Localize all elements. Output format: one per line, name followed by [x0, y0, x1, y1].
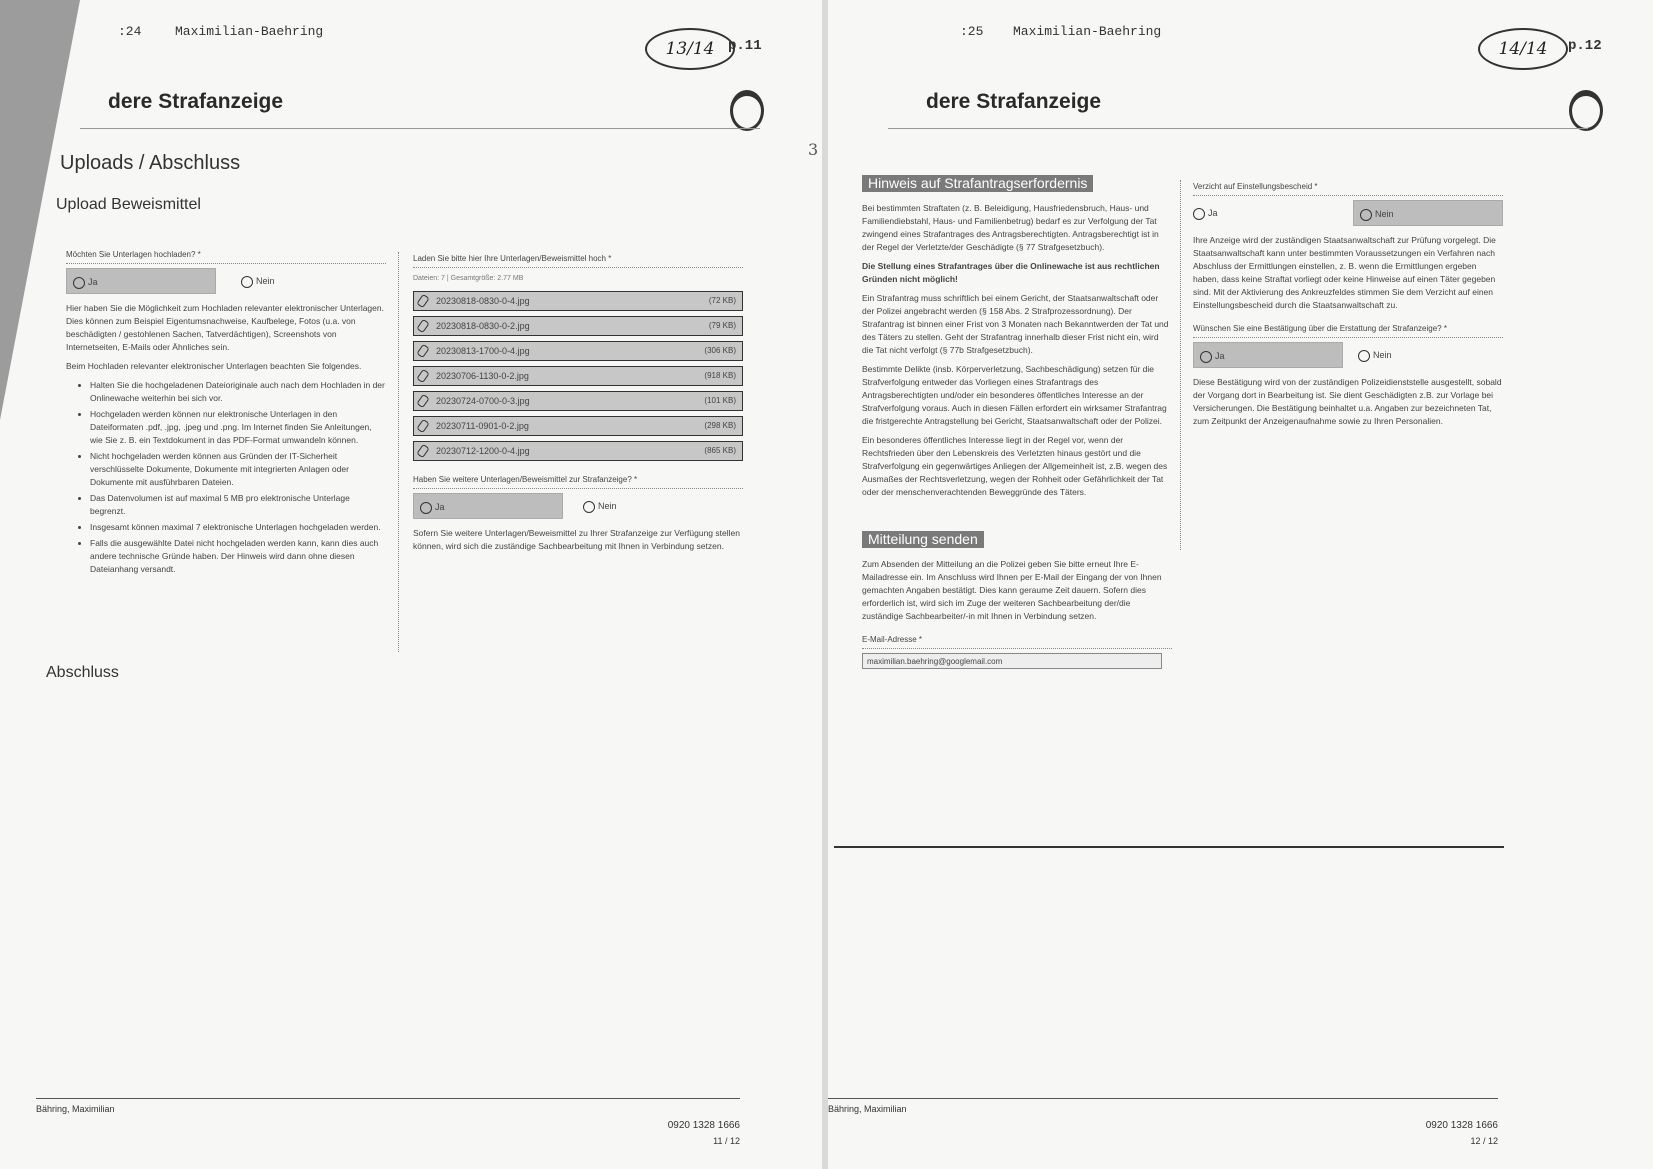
- section-title: Uploads / Abschluss: [60, 152, 241, 174]
- page-12: [828, 0, 1653, 1169]
- upload-yes-option[interactable]: [66, 268, 216, 294]
- police-logo-icon: [1569, 90, 1603, 131]
- confirm-question: Wünschen Sie eine Bestätigung über die Erstattung der Strafanzeige? *: [1193, 322, 1503, 338]
- paperclip-icon: [416, 419, 429, 433]
- intro-text: Hier haben Sie die Möglichkeit zum Hochladen relevanter elektronischer Unterlagen. Dies können zum Beispiel Eigentumsnachweise, Kaufbelege, Fotos (u.a. von beschädigten / gestohlenen Sachen, Tatverdächtigen), Screenshots von Internetseiten, E-Mails oder Ähnliches sein.: [66, 303, 384, 352]
- handwritten-page-count: 13/14: [645, 28, 735, 70]
- hint-paragraph: Ein Strafantrag muss schriftlich bei einem Gericht, der Staatsanwaltschaft oder der Polizei angebracht werden (§ 158 Abs. 2 Strafprozessordnung). Der Strafantrag ist binnen einer Frist von 3 Monaten nach Bekanntwerden der Tat und des Täters zu stellen. Geht der Strafantrag innerhalb dieser Frist nicht ein, wird die Tat nicht verfolgt (§ 77b Strafgesetzbuch).: [862, 293, 1169, 355]
- hint-paragraph: Ein besonderes öffentliches Interesse liegt in der Regel vor, wenn der Rechtsfrieden über den Lebenskreis des Verletzten hinaus gestört und die Strafverfolgung ein gegenwärtiges Anliegen der Allgemeinheit ist, z.B. wegen des Ausmaßes der Rechtsverletzung, wegen der Rohheit oder Gefährlichkeit der Tat oder der menschenverachtenden Beweggründe des Täters.: [862, 435, 1168, 497]
- radio-selected-icon: [73, 277, 85, 289]
- footer-name: Bähring, Maximilian: [828, 1104, 907, 1114]
- paperclip-icon: [416, 319, 429, 333]
- file-size: (918 KB): [704, 371, 736, 380]
- tip-item: • Insgesamt können maximal 7 elektronische Unterlagen hochgeladen werden.: [90, 521, 386, 534]
- files-meta: Dateien: 7 | Gesamtgröße: 2.77 MB: [413, 275, 524, 282]
- upload-prompt: Laden Sie bitte hier Ihre Unterlagen/Beweismittel hoch *: [413, 252, 743, 268]
- footer-divider: [828, 1098, 1498, 1099]
- upload-no-option[interactable]: [241, 268, 275, 294]
- file-item[interactable]: [413, 366, 743, 386]
- no-label: Nein: [1375, 209, 1394, 219]
- hint-paragraph: Bei bestimmten Straftaten (z. B. Beleidigung, Hausfriedensbruch, Haus- und Familiendiebstahl, Haus- und Familienbetrug) bedarf es zur Verfolgung der Tat zwingend eines Strafantrages des Antragsberechtigten. Antragsberechtigt ist in der Regel der Verletzte/der Geschädigte (§ 77 Strafgesetzbuch).: [862, 203, 1159, 252]
- file-name: 20230706-1130-0-2.jpg: [436, 371, 529, 381]
- file-name: 20230818-0830-0-2.jpg: [436, 321, 530, 331]
- paperclip-icon: [416, 344, 429, 358]
- radio-selected-icon: [1200, 351, 1212, 363]
- file-item[interactable]: [413, 416, 743, 436]
- radio-selected-icon: [420, 502, 432, 514]
- upload-left-column: [66, 248, 386, 579]
- tip-item: • Hochgeladen werden können nur elektronische Unterlagen in den Dateiformaten .pdf, .jpg, .jpeg und .png. Im Internet finden Sie Anleitungen, wie Sie z. B. ein Textdokument in das PDF-Format umwandeln können.: [90, 408, 386, 447]
- radio-empty-icon: [1193, 208, 1205, 220]
- hint-warning: Die Stellung eines Strafantrages über die Onlinewache ist aus rechtlichen Gründen nicht möglich!: [862, 261, 1160, 284]
- file-item[interactable]: [413, 441, 743, 461]
- radio-selected-icon: [1360, 209, 1372, 221]
- hint-column: [862, 175, 1172, 669]
- tip-item: • Nicht hochgeladen werden können aus Gründen der IT-Sicherheit verschlüsselte Dokumente, Dokumente mit integrierten Anlagen oder Dokumente mit ausführbaren Dateien.: [90, 450, 386, 489]
- confirm-radio-group: [1193, 342, 1503, 370]
- radio-empty-icon: [1358, 350, 1370, 362]
- paperclip-icon: [416, 294, 429, 308]
- hint-heading: Hinweis auf Strafantragserfordernis: [862, 175, 1093, 192]
- title-divider: [888, 128, 1588, 129]
- no-label: Nein: [598, 501, 617, 511]
- send-text: Zum Absenden der Mitteilung an die Polizei geben Sie bitte erneut Ihre E-Mailadresse ein. Im Anschluss wird Ihnen per E-Mail der Eingang der von Ihnen gemachten Angaben bestätigt. Dies kann geraume Zeit dauern. Sofern dies erforderlich ist, wird sich im Zuge der weiteren Sachbearbeitung der/die zuständige Sachbearbeiter/-in mit Ihnen in Verbindung setzen.: [862, 559, 1162, 621]
- confirm-no-option[interactable]: [1358, 342, 1392, 368]
- email-label: E-Mail-Adresse *: [862, 633, 1172, 649]
- more-radio-group: [413, 493, 743, 521]
- intro-note: Beim Hochladen relevanter elektronischer Unterlagen beachten Sie folgendes.: [66, 361, 362, 371]
- file-item[interactable]: [413, 391, 743, 411]
- page-11: [0, 0, 822, 1169]
- waiver-text: Ihre Anzeige wird der zuständigen Staatsanwaltschaft zur Prüfung vorgelegt. Die Staatsanwaltschaft kann unter bestimmten Voraussetzungen ein Verfahren nach Abschluss der Ermittlungen einstellen, z. B. wenn die Ermittlungen ergeben haben, dass keine Straftat vorliegt oder keine Hinweise auf einen Täter gegeben sind. Mit der Aktivierung des Ankreuzfeldes stimmen Sie dem Verzicht auf einen Einstellungsbescheid durch die Staatsanwaltschaft zu.: [1193, 235, 1496, 310]
- upload-question: Möchten Sie Unterlagen hochladen? *: [66, 248, 386, 264]
- paperclip-icon: [416, 394, 429, 408]
- file-name: 20230711-0901-0-2.jpg: [436, 421, 529, 431]
- police-logo-icon: [730, 90, 764, 131]
- radio-empty-icon: [241, 276, 253, 288]
- footer-divider: [36, 1098, 740, 1099]
- more-yes-option[interactable]: [413, 493, 563, 519]
- file-size: (306 KB): [704, 346, 736, 355]
- yes-label: Ja: [1208, 208, 1218, 218]
- upload-tips-list: [66, 379, 386, 576]
- no-label: Nein: [256, 276, 275, 286]
- waiver-question: Verzicht auf Einstellungsbescheid *: [1193, 180, 1503, 196]
- file-size: (298 KB): [704, 421, 736, 430]
- file-size: (865 KB): [704, 446, 736, 455]
- paperclip-icon: [416, 369, 429, 383]
- waiver-no-option[interactable]: [1353, 200, 1503, 226]
- page-ref: p.11: [728, 38, 762, 54]
- page-ref: p.12: [1568, 38, 1602, 54]
- fax-time: :24: [118, 24, 142, 39]
- footer-page: 11 / 12: [713, 1136, 740, 1146]
- email-field[interactable]: maximilian.baehring@googlemail.com: [862, 653, 1162, 669]
- tip-item: • Halten Sie die hochgeladenen Dateioriginale auch nach dem Hochladen in der Onlinewache weiterhin bei sich vor.: [90, 379, 386, 405]
- confirm-yes-option[interactable]: [1193, 342, 1343, 368]
- scan-mark: 3: [808, 140, 819, 159]
- fax-sender: Maximilian-Baehring: [175, 24, 324, 39]
- file-item[interactable]: [413, 316, 743, 336]
- waiver-yes-option[interactable]: [1193, 200, 1218, 226]
- file-name: 20230818-0830-0-4.jpg: [436, 296, 530, 306]
- radio-empty-icon: [583, 501, 595, 513]
- hint-paragraph: Bestimmte Delikte (insb. Körperverletzung, Sachbeschädigung) setzen für die Strafverfolgung entweder das Vorliegen eines Strafantrags des Antragsberechtigten und/oder ein besonderes öffentliches Interesse an der Strafverfolgung voraus. Auch in diesen Fällen erfordert ein wirksamer Strafantrag die fristgerechte Antragstellung bei Gericht, Staatsanwaltschaft oder der Polizei.: [862, 364, 1167, 426]
- confirm-text: Diese Bestätigung wird von der zuständigen Polizeidienststelle ausgestellt, sobald der Vorgang dort in Bearbeitung ist. Sie dient Geschädigten z.B. zur Vorlage bei Versicherungen. Die Bestätigung beinhaltet u.a. Angaben zur bezeichneten Tat, zum Zeitpunkt der Anzeigenaufnahme sowie zu Ihren Personalien.: [1193, 377, 1502, 426]
- title-divider: [80, 128, 760, 129]
- waiver-radio-group: [1193, 200, 1503, 228]
- yes-label: Ja: [435, 502, 445, 512]
- subsection-title: Upload Beweismittel: [56, 196, 201, 213]
- yes-label: Ja: [88, 277, 98, 287]
- file-item[interactable]: [413, 291, 743, 311]
- fax-sender: Maximilian-Baehring: [1013, 24, 1162, 39]
- options-column: [1180, 180, 1503, 550]
- upload-radio-group: [66, 268, 386, 296]
- upload-right-column: [398, 252, 743, 652]
- file-name: 20230712-1200-0-4.jpg: [436, 446, 530, 456]
- paperclip-icon: [416, 444, 429, 458]
- more-no-option[interactable]: [583, 493, 617, 519]
- fax-time: :25: [960, 24, 984, 39]
- footer-number: 0920 1328 1666: [667, 1120, 740, 1131]
- footer-name: Bähring, Maximilian: [36, 1104, 115, 1114]
- file-name: 20230813-1700-0-4.jpg: [436, 346, 530, 356]
- send-heading: Mitteilung senden: [862, 531, 984, 548]
- doc-title: dere Strafanzeige: [926, 90, 1102, 113]
- yes-label: Ja: [1215, 351, 1225, 361]
- no-label: Nein: [1373, 350, 1392, 360]
- file-size: (72 KB): [708, 296, 736, 305]
- more-question: Haben Sie weitere Unterlagen/Beweismittel zur Strafanzeige? *: [413, 473, 743, 489]
- more-text: Sofern Sie weitere Unterlagen/Beweismittel zu Ihrer Strafanzeige zur Verfügung stellen können, wird sich die zuständige Sachbearbeitung mit Ihnen in Verbindung setzen.: [413, 528, 740, 551]
- section-end-rule: [834, 846, 1504, 848]
- tip-item: • Das Datenvolumen ist auf maximal 5 MB pro elektronische Unterlage begrenzt.: [90, 492, 386, 518]
- handwritten-page-count: 14/14: [1478, 28, 1568, 70]
- footer-page: 12 / 12: [1470, 1136, 1498, 1146]
- footer-number: 0920 1328 1666: [1425, 1120, 1498, 1131]
- file-size: (101 KB): [704, 396, 736, 405]
- closing-title: Abschluss: [46, 664, 119, 681]
- doc-title: dere Strafanzeige: [108, 90, 284, 113]
- file-item[interactable]: [413, 341, 743, 361]
- file-name: 20230724-0700-0-3.jpg: [436, 396, 530, 406]
- file-size: (79 KB): [708, 321, 736, 330]
- tip-item: • Falls die ausgewählte Datei nicht hochgeladen werden kann, kann dies auch andere technische Gründe haben. Der Hinweis wird dann ohne diesen Dateianhang versandt.: [90, 537, 386, 576]
